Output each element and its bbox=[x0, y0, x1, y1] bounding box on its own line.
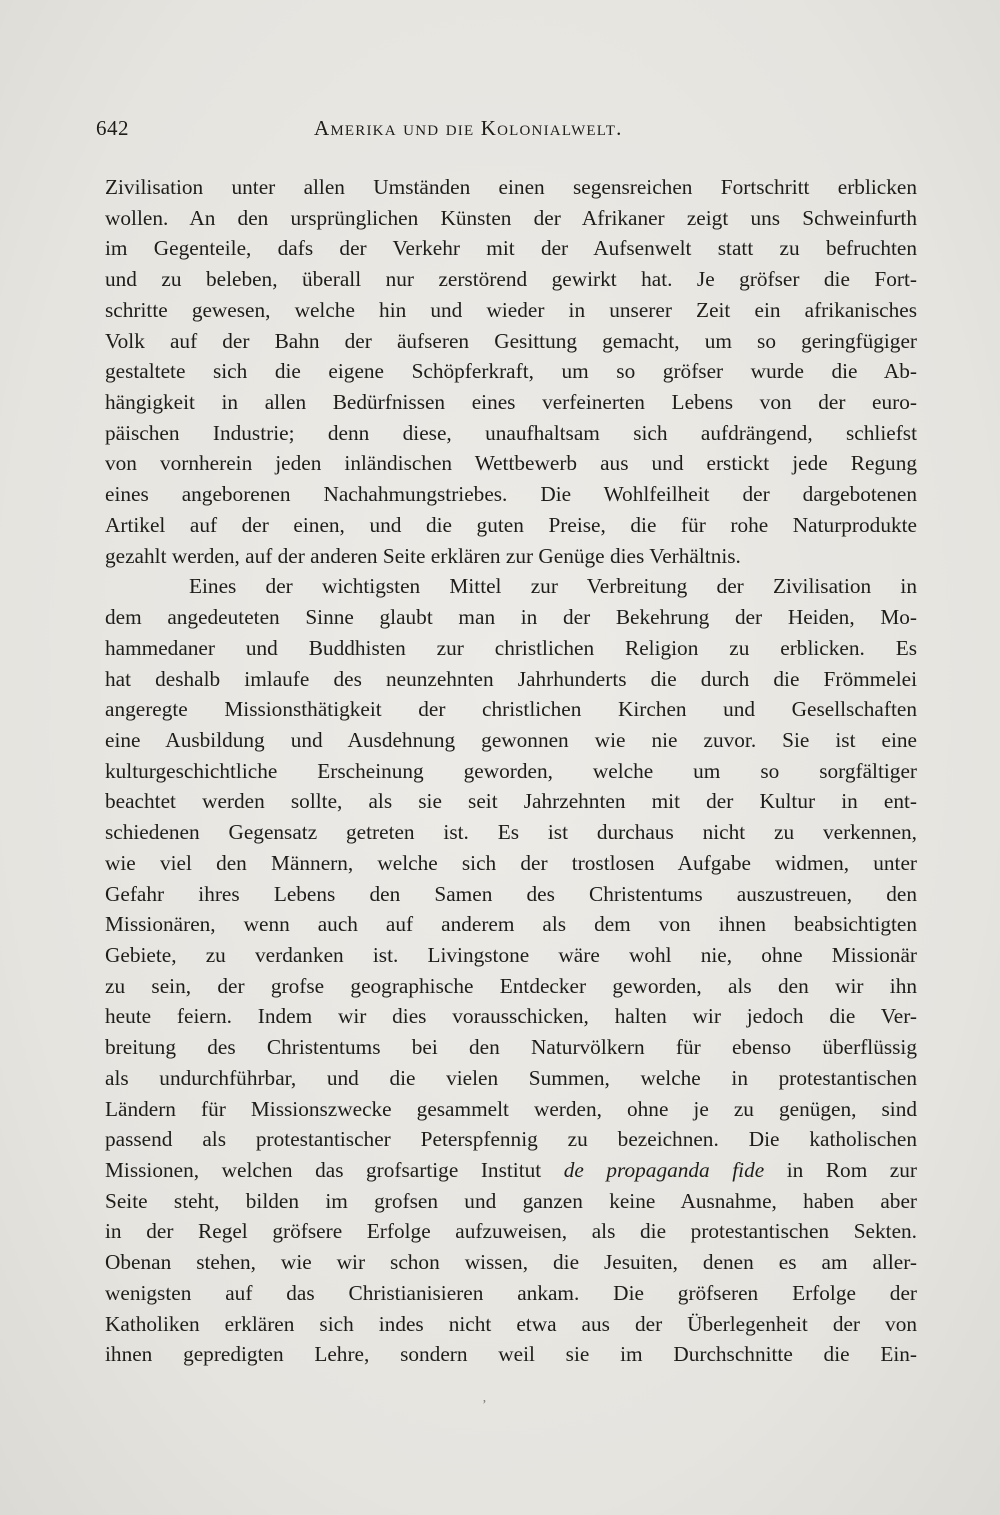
text-line: beachtet werden sollte, als sie seit Jahrzehnten mit der Kultur in ent- bbox=[105, 789, 917, 814]
text-line: Katholiken erklären sich indes nicht etwa aus der Überlegenheit der von bbox=[105, 1311, 917, 1336]
text-line: breitung des Christentums bei den Naturvölkern für ebenso überflüssig bbox=[105, 1035, 917, 1060]
page-number: 642 bbox=[96, 116, 129, 140]
text-line: und zu beleben, überall nur zerstörend gewirkt hat. Je gröfser die Fort- bbox=[105, 267, 917, 292]
text-line: von vornherein jeden inländischen Wettbewerb aus und erstickt jede Regung bbox=[105, 451, 917, 476]
text-line: hammedaner und Buddhisten zur christlichen Religion zu erblicken. Es bbox=[105, 635, 917, 660]
text-line: wenigsten auf das Christianisieren ankam. Die gröfseren Erfolge der bbox=[105, 1280, 917, 1305]
text-line: schiedenen Gegensatz getreten ist. Es ist durchaus nicht zu verkennen, bbox=[105, 820, 917, 845]
text-line: gezahlt werden, auf der anderen Seite erklären zur Genüge dies Verhältnis. bbox=[105, 543, 741, 568]
latin-phrase: de propaganda fide bbox=[563, 1158, 765, 1182]
text-line: päischen Industrie; denn diese, unaufhaltsam sich aufdrängend, schliefst bbox=[105, 420, 917, 445]
text-line: ihnen gepredigten Lehre, sondern weil sie im Durchschnitte die Ein- bbox=[105, 1342, 917, 1367]
text-line: passend als protestantischer Peterspfennig zu bezeichnen. Die katholischen bbox=[105, 1127, 917, 1152]
text-line: Obenan stehen, wie wir schon wissen, die Jesuiten, denen es am aller- bbox=[105, 1250, 917, 1275]
text-line: wie viel den Männern, welche sich der trostlosen Aufgabe widmen, unter bbox=[105, 850, 917, 875]
text-line: dem angedeuteten Sinne glaubt man in der Bekehrung der Heiden, Mo- bbox=[105, 605, 917, 630]
text-line: Eines der wichtigsten Mittel zur Verbreitung der Zivilisation in bbox=[189, 574, 917, 599]
text-line: als undurchführbar, und die vielen Summen, welche in protestantischen bbox=[105, 1065, 917, 1090]
scan-speck: ʼ bbox=[482, 1398, 487, 1413]
body-text bbox=[105, 172, 917, 1370]
text-line: angeregte Missionsthätigkeit der christlichen Kirchen und Gesellschaften bbox=[105, 697, 917, 722]
page-header bbox=[96, 116, 916, 146]
running-title: Amerika und die Kolonialwelt. bbox=[314, 116, 623, 140]
text-line: eine Ausbildung und Ausdehnung gewonnen wie nie zuvor. Sie ist eine bbox=[105, 727, 917, 752]
text-line: hat deshalb imlaufe des neunzehnten Jahrhunderts die durch die Frömmelei bbox=[105, 666, 917, 691]
text-line: Ländern für Missionszwecke gesammelt werden, ohne je zu genügen, sind bbox=[105, 1096, 917, 1121]
text-line: heute feiern. Indem wir dies vorausschicken, halten wir jedoch die Ver- bbox=[105, 1004, 917, 1029]
text-line: eines angeborenen Nachahmungstriebes. Die Wohlfeilheit der dargebotenen bbox=[105, 482, 917, 507]
text-line: gestaltete sich die eigene Schöpferkraft, um so gröfser wurde die Ab- bbox=[105, 359, 917, 384]
text-line: im Gegenteile, dafs der Verkehr mit der Aufsenwelt statt zu befruchten bbox=[105, 236, 917, 261]
text-line: Volk auf der Bahn der äufseren Gesittung gemacht, um so geringfügiger bbox=[105, 328, 917, 353]
text-line: Missionären, wenn auch auf anderem als dem von ihnen beabsichtigten bbox=[105, 912, 917, 937]
text-line: hängigkeit in allen Bedürfnissen eines verfeinerten Lebens von der euro- bbox=[105, 390, 917, 415]
text-line: zu sein, der grofse geographische Entdecker geworden, als den wir ihn bbox=[105, 973, 917, 998]
text-line: Zivilisation unter allen Umständen einen segensreichen Fortschritt erblicken bbox=[105, 175, 917, 199]
text-line: Missionen, welchen das grofsartige Institut de propaganda fide in Rom zur bbox=[105, 1158, 917, 1182]
text-line: Gefahr ihres Lebens den Samen des Christentums auszustreuen, den bbox=[105, 881, 917, 906]
text-line: Gebiete, zu verdanken ist. Livingstone wäre wohl nie, ohne Missionär bbox=[105, 942, 917, 967]
text-line: wollen. An den ursprünglichen Künsten der Afrikaner zeigt uns Schweinfurth bbox=[105, 205, 917, 230]
text-line: Artikel auf der einen, und die guten Preise, die für rohe Naturprodukte bbox=[105, 512, 917, 537]
text-line: kulturgeschichtliche Erscheinung geworden, welche um so sorgfältiger bbox=[105, 758, 917, 783]
text-line: schritte gewesen, welche hin und wieder in unserer Zeit ein afrikanisches bbox=[105, 297, 917, 322]
text-line: Seite steht, bilden im grofsen und ganzen keine Ausnahme, haben aber bbox=[105, 1188, 917, 1213]
text-line: in der Regel gröfsere Erfolge aufzuweisen, als die protestantischen Sekten. bbox=[105, 1219, 917, 1244]
